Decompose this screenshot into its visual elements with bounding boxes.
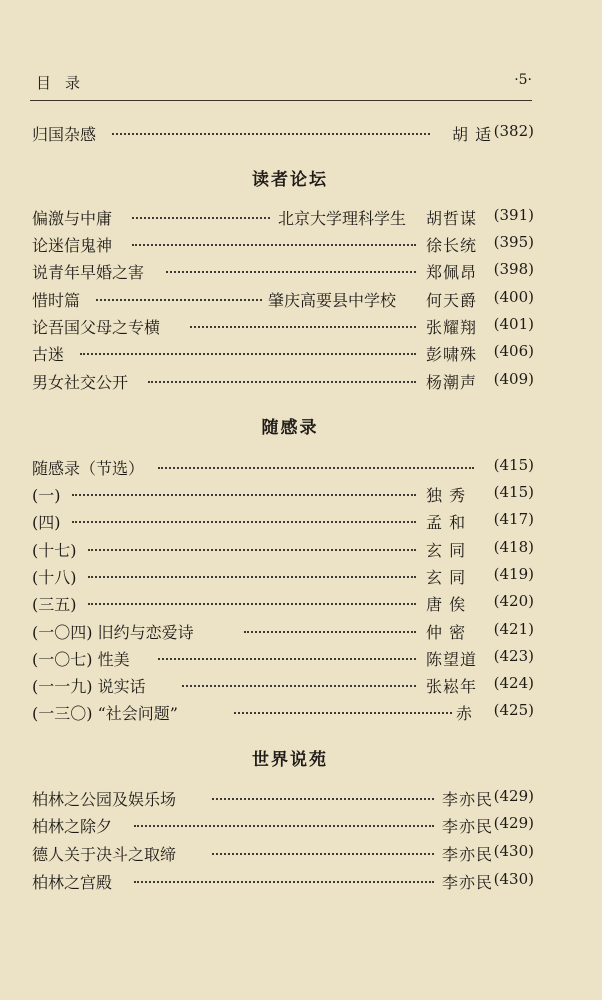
- toc-entry: [32, 370, 534, 394]
- entry-page: (406): [493, 342, 534, 360]
- dot-leader: [96, 299, 262, 301]
- toc-entry: [32, 870, 534, 894]
- dot-leader: [112, 133, 430, 135]
- entry-title: (四): [32, 513, 61, 532]
- toc-entry: [32, 456, 534, 480]
- toc-entry: [32, 787, 534, 811]
- entry-page: (421): [493, 620, 534, 638]
- toc-entry: [32, 842, 534, 866]
- dot-leader: [158, 467, 474, 469]
- entry-page: (398): [493, 260, 534, 278]
- dot-leader: [182, 685, 416, 687]
- entry-author: 仲 密: [426, 623, 467, 642]
- toc-entry: [32, 288, 534, 312]
- entry-affiliation: 北京大学理科学生: [278, 209, 407, 228]
- header-rule: [30, 100, 532, 101]
- header-title: 目录: [36, 74, 95, 92]
- dot-leader: [190, 326, 416, 328]
- entry-title: (三五): [32, 595, 77, 614]
- entry-author: 独 秀: [426, 486, 467, 505]
- entry-author: 徐长统: [426, 236, 478, 255]
- section-title: 世界说苑: [252, 750, 328, 770]
- toc-entry: [32, 647, 534, 671]
- entry-author: 胡哲谋: [426, 209, 478, 228]
- entry-page: (415): [493, 483, 534, 501]
- entry-author: 李亦民: [442, 790, 494, 809]
- dot-leader: [234, 712, 452, 714]
- entry-title: 柏林之公园及娱乐场: [32, 790, 177, 809]
- toc-entry: [32, 814, 534, 838]
- dot-leader: [244, 631, 416, 633]
- entry-page: (430): [493, 842, 534, 860]
- entry-page: (401): [493, 315, 534, 333]
- entry-title: (一一九) 说实话: [32, 677, 146, 696]
- toc-entry: [32, 342, 534, 366]
- entry-page: (382): [493, 122, 534, 140]
- entry-title: 论吾国父母之专横: [32, 318, 161, 337]
- dot-leader: [88, 576, 416, 578]
- toc-entry: [32, 260, 534, 284]
- entry-page: (395): [493, 233, 534, 251]
- entry-author: 李亦民: [442, 845, 494, 864]
- entry-author: 郑佩昂: [426, 263, 478, 282]
- entry-page: (391): [493, 206, 534, 224]
- dot-leader: [88, 549, 416, 551]
- entry-title: 德人关于决斗之取缔: [32, 845, 177, 864]
- entry-title: (十七): [32, 541, 77, 560]
- entry-page: (417): [493, 510, 534, 528]
- dot-leader: [166, 271, 416, 273]
- entry-title: 随感录（节选）: [32, 459, 145, 478]
- toc-entry: [32, 674, 534, 698]
- entry-author: 赤: [456, 704, 474, 723]
- entry-author: 张耀翔: [426, 318, 478, 337]
- toc-entry: [32, 483, 534, 507]
- entry-page: (409): [493, 370, 534, 388]
- entry-author: 玄 同: [426, 541, 467, 560]
- section-title: 随感录: [261, 418, 319, 438]
- entry-author: 张崧年: [426, 677, 478, 696]
- page-header: [34, 72, 532, 96]
- toc-entry: [32, 122, 534, 146]
- toc-entry: [32, 315, 534, 339]
- entry-title: 古迷: [32, 345, 65, 364]
- entry-title: (一〇四) 旧约与恋爱诗: [32, 623, 194, 642]
- entry-page: (415): [493, 456, 534, 474]
- dot-leader: [134, 881, 434, 883]
- toc-entry: [32, 510, 534, 534]
- entry-title: 说青年早婚之害: [32, 263, 145, 282]
- entry-page: (420): [493, 592, 534, 610]
- entry-page: (418): [493, 538, 534, 556]
- header-page-number: ·5·: [514, 72, 532, 88]
- entry-author: 孟 和: [426, 513, 467, 532]
- entry-page: (424): [493, 674, 534, 692]
- entry-title: (一三〇) “社会问题”: [32, 704, 178, 723]
- entry-title: 归国杂感: [32, 125, 97, 144]
- entry-page: (430): [493, 870, 534, 888]
- entry-page: (423): [493, 647, 534, 665]
- entry-author: 李亦民: [442, 817, 494, 836]
- toc-entry: [32, 206, 534, 230]
- entry-title: (一): [32, 486, 61, 505]
- toc-entry: [32, 233, 534, 257]
- entry-page: (429): [493, 814, 534, 832]
- entry-title: 柏林之除夕: [32, 817, 113, 836]
- dot-leader: [134, 825, 434, 827]
- dot-leader: [212, 853, 434, 855]
- dot-leader: [88, 603, 416, 605]
- entry-author: 玄 同: [426, 568, 467, 587]
- toc-entry: [32, 538, 534, 562]
- entry-title: 惜时篇: [32, 291, 81, 310]
- toc-entry: [32, 620, 534, 644]
- toc-entry: [32, 701, 534, 725]
- entry-title: (一〇七) 性美: [32, 650, 130, 669]
- toc-entry: [32, 565, 534, 589]
- entry-title: 男女社交公开: [32, 373, 129, 392]
- entry-author: 唐 俟: [426, 595, 467, 614]
- entry-title: 柏林之宫殿: [32, 873, 113, 892]
- entry-affiliation: 肇庆高要县中学校: [268, 291, 397, 310]
- dot-leader: [72, 494, 416, 496]
- dot-leader: [212, 798, 434, 800]
- entry-author: 彭啸殊: [426, 345, 478, 364]
- entry-author: 杨潮声: [426, 373, 478, 392]
- dot-leader: [132, 217, 270, 219]
- entry-page: (419): [493, 565, 534, 583]
- entry-author: 陈望道: [426, 650, 478, 669]
- entry-page: (425): [493, 701, 534, 719]
- entry-title: (十八): [32, 568, 77, 587]
- entry-author: 胡 适: [452, 125, 493, 144]
- toc-entry: [32, 592, 534, 616]
- entry-page: (400): [493, 288, 534, 306]
- dot-leader: [132, 244, 416, 246]
- entry-page: (429): [493, 787, 534, 805]
- dot-leader: [80, 353, 416, 355]
- dot-leader: [158, 658, 416, 660]
- entry-title: 论迷信鬼神: [32, 236, 113, 255]
- section-title: 读者论坛: [252, 170, 328, 190]
- entry-author: 李亦民: [442, 873, 494, 892]
- entry-author: 何天爵: [426, 291, 478, 310]
- entry-title: 偏激与中庸: [32, 209, 113, 228]
- dot-leader: [72, 521, 416, 523]
- dot-leader: [148, 381, 416, 383]
